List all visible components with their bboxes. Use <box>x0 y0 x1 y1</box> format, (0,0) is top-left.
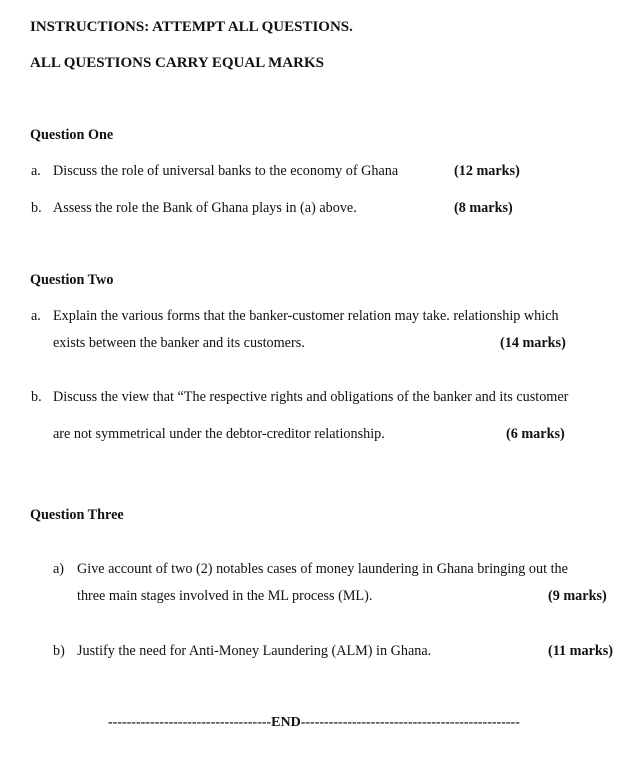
q3-part-b-marks: (11 marks) <box>548 643 614 659</box>
q3-part-a-label: a) <box>53 561 65 577</box>
q1-part-b-label: b. <box>31 200 42 216</box>
q1-part-b-text: Assess the role the Bank of Ghana plays in (a) above. <box>53 200 357 216</box>
q3-part-a-marks: (9 marks) <box>548 588 607 604</box>
q2-part-a-marks: (14 marks) <box>500 335 566 351</box>
q1-part-a-text: Discuss the role of universal banks to the economy of Ghana <box>53 163 399 179</box>
q2-part-b-label: b. <box>31 389 42 405</box>
question-three-title: Question Three <box>30 507 124 523</box>
end-marker: -----------------------------------END----------------------------------------------- <box>108 715 520 730</box>
question-two-title: Question Two <box>30 272 114 288</box>
q3-part-a-text-line-1: Give account of two (2) notables cases of money laundering in Ghana bringing out the <box>77 561 568 577</box>
marks-instruction-line: ALL QUESTIONS CARRY EQUAL MARKS <box>30 55 324 71</box>
q3-part-a-text-line-2: three main stages involved in the ML process (ML). <box>77 588 373 604</box>
q3-part-b-label: b) <box>53 643 65 659</box>
q2-part-a-label: a. <box>31 308 41 324</box>
instructions-line: INSTRUCTIONS: ATTEMPT ALL QUESTIONS. <box>30 19 353 35</box>
q1-part-a-label: a. <box>31 163 41 179</box>
q2-part-a-text-line-1: Explain the various forms that the banker-customer relation may take. relationship which <box>53 308 559 324</box>
q1-part-a-marks: (12 marks) <box>454 163 520 179</box>
question-one-title: Question One <box>30 127 114 143</box>
q2-part-b-text-line-2: are not symmetrical under the debtor-creditor relationship. <box>53 426 385 442</box>
q1-part-b-marks: (8 marks) <box>454 200 513 216</box>
q2-part-a-text-line-2: exists between the banker and its customers. <box>53 335 305 351</box>
q2-part-b-text-line-1: Discuss the view that “The respective rights and obligations of the banker and its customer <box>53 389 569 405</box>
q2-part-b-marks: (6 marks) <box>506 426 565 442</box>
q3-part-b-text: Justify the need for Anti-Money Laundering (ALM) in Ghana. <box>77 643 432 659</box>
